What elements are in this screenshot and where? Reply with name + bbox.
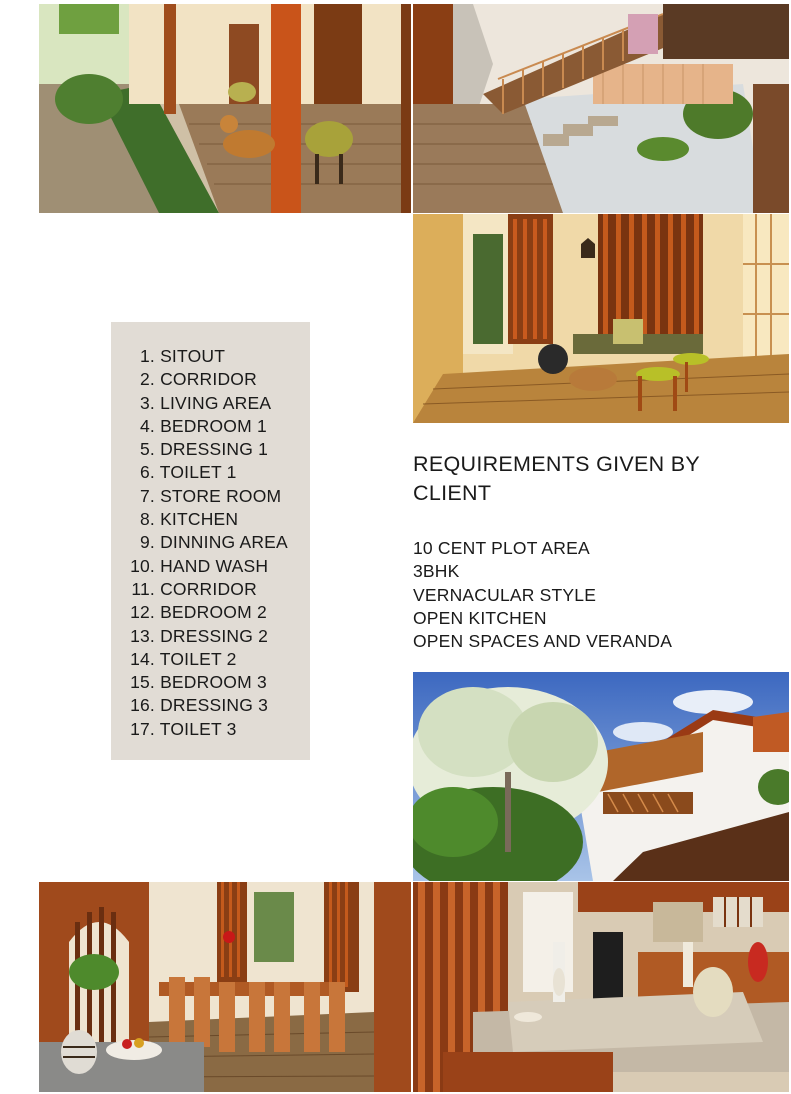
- room-number: 16.: [130, 695, 155, 716]
- room-item: [121, 671, 288, 694]
- room-item: [121, 531, 288, 554]
- room-number: 6.: [140, 462, 155, 483]
- room-name: DRESSING 1: [160, 439, 269, 460]
- room-number: 15.: [130, 672, 155, 693]
- room-number: 9.: [140, 532, 155, 553]
- exterior-render: [413, 672, 789, 881]
- room-number: 7.: [140, 485, 155, 506]
- room-item: [121, 694, 288, 717]
- room-name: DINNING AREA: [160, 532, 288, 553]
- room-item: [121, 438, 288, 461]
- room-name: SITOUT: [160, 346, 226, 366]
- room-name: CORRIDOR: [160, 578, 257, 599]
- room-name: TOILET 3: [159, 718, 237, 739]
- room-item: [121, 368, 288, 391]
- room-name: CORRIDOR: [160, 369, 257, 390]
- room-name: BEDROOM 2: [160, 602, 267, 623]
- room-item: [121, 578, 288, 601]
- room-item: [121, 461, 288, 484]
- living-area-render: [413, 214, 789, 423]
- room-item: [121, 718, 288, 741]
- sitout-render: [39, 4, 411, 213]
- room-item: [121, 648, 288, 671]
- room-name: DRESSING 2: [160, 625, 269, 646]
- room-item: [121, 415, 288, 438]
- room-number: 17.: [130, 718, 155, 739]
- requirement-item: 10 CENT PLOT AREA: [413, 538, 590, 558]
- room-number: 12.: [130, 602, 155, 623]
- room-number: 13.: [130, 625, 155, 646]
- room-item: [121, 508, 288, 531]
- room-name: HAND WASH: [160, 555, 269, 576]
- room-number: 5.: [140, 439, 155, 460]
- room-name: DRESSING 3: [160, 695, 269, 716]
- room-name: BEDROOM 1: [160, 415, 267, 436]
- requirements-title: REQUIREMENTS GIVEN BY CLIENT: [413, 452, 700, 505]
- room-number: 10.: [130, 555, 155, 576]
- dining-area-render: [39, 882, 411, 1092]
- room-number: 3.: [140, 392, 155, 413]
- requirements-list: [413, 537, 672, 653]
- room-number: 8.: [140, 509, 155, 530]
- requirement-item: 3BHK: [413, 561, 460, 582]
- room-name: TOILET 2: [159, 648, 237, 669]
- courtyard-render: [413, 4, 789, 213]
- room-number: 1.: [140, 346, 155, 366]
- room-number: 2.: [140, 369, 155, 390]
- requirement-item: OPEN SPACES AND VERANDA: [413, 631, 673, 652]
- room-item: [121, 485, 288, 508]
- room-list-panel: [111, 322, 310, 760]
- room-item: [121, 345, 288, 368]
- room-number: 11.: [131, 578, 155, 599]
- room-number: 4.: [140, 415, 155, 436]
- kitchen-render: [413, 882, 789, 1092]
- requirement-item: OPEN KITCHEN: [413, 607, 547, 628]
- room-item: [121, 625, 288, 648]
- room-item: [121, 555, 288, 578]
- room-name: LIVING AREA: [160, 392, 272, 413]
- requirement-item: VERNACULAR STYLE: [413, 584, 597, 605]
- room-item: [121, 601, 288, 624]
- room-name: STORE ROOM: [160, 485, 282, 506]
- room-name: KITCHEN: [160, 509, 239, 530]
- room-name: BEDROOM 3: [160, 672, 267, 693]
- room-list: [121, 345, 288, 741]
- room-number: 14.: [130, 648, 155, 669]
- room-item: [121, 392, 288, 415]
- room-name: TOILET 1: [159, 462, 237, 483]
